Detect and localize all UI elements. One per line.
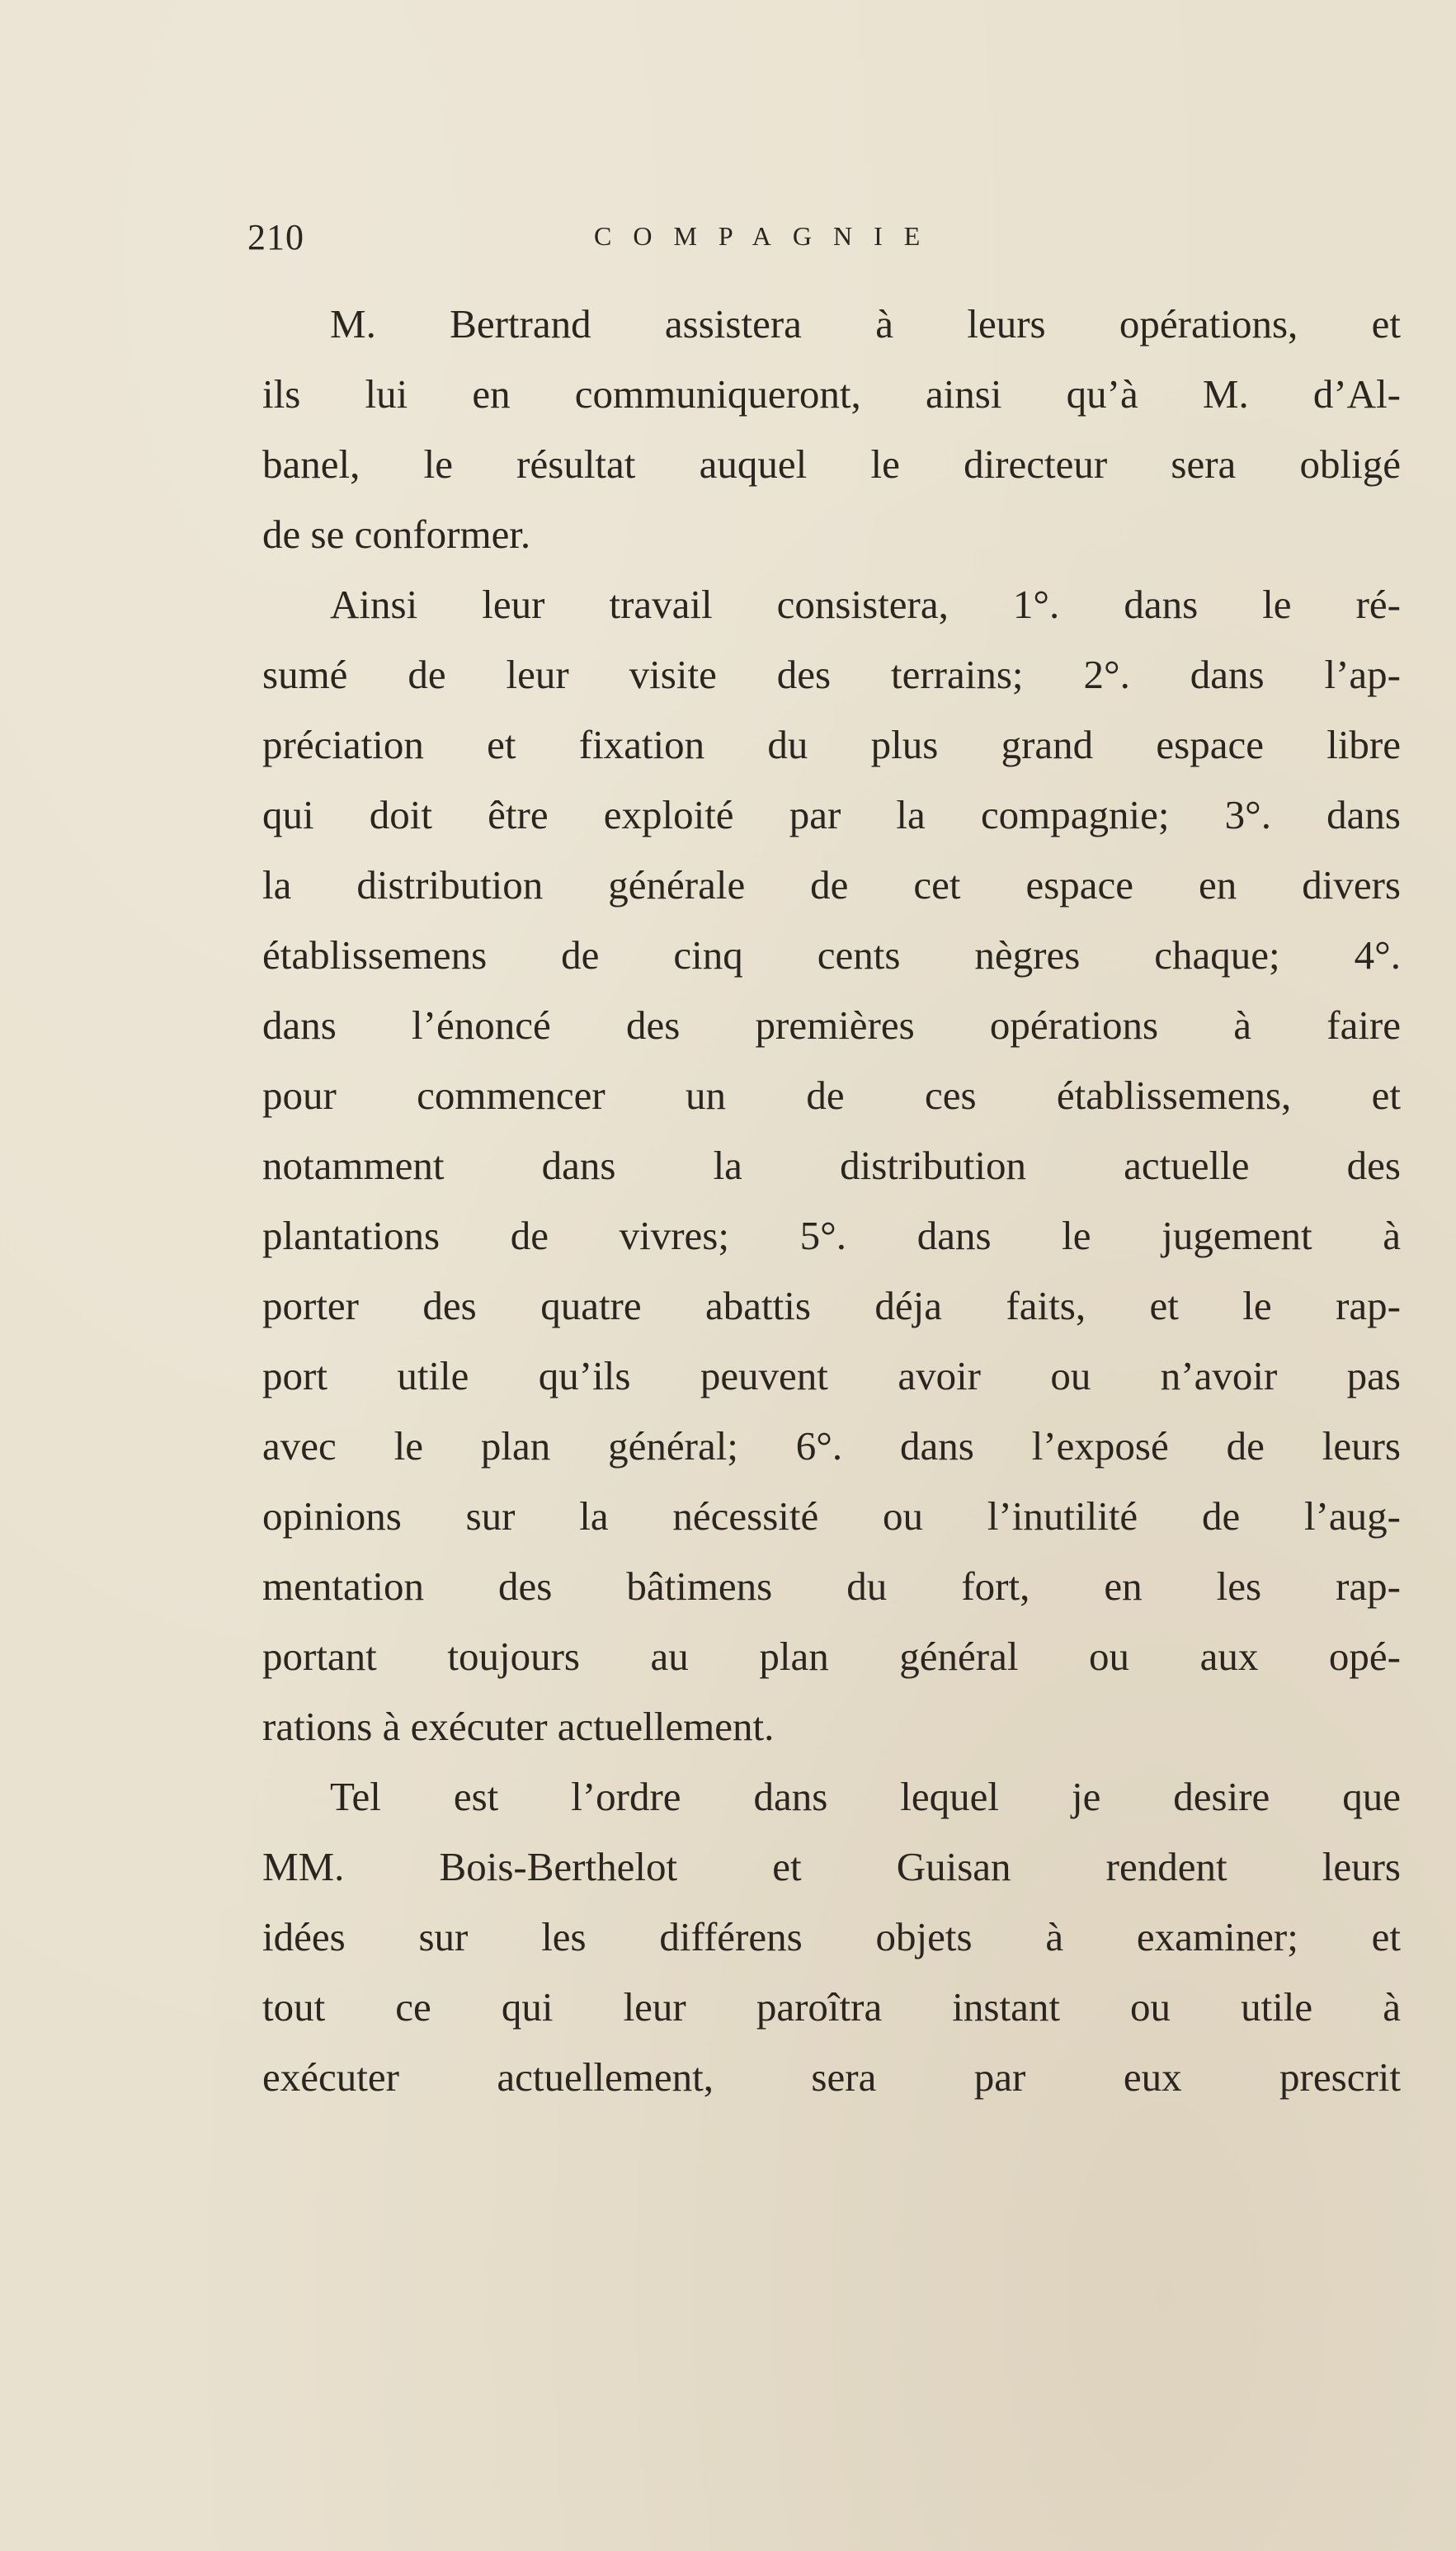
text-line: pour commencer un de ces établissemens, et — [262, 1073, 1401, 1118]
text-line: MM. Bois-Berthelot et Guisan rendent leurs — [262, 1844, 1401, 1889]
text-line: porter des quatre abattis déja faits, et le rap- — [262, 1283, 1401, 1328]
body-text — [262, 289, 1401, 2112]
text-line: rations à exécuter actuellement. — [262, 1704, 775, 1749]
page-header — [247, 216, 1398, 274]
text-line: banel, le résultat auquel le directeur sera obligé — [262, 441, 1401, 487]
text-line: Ainsi leur travail consistera, 1°. dans le ré- — [330, 582, 1401, 627]
paragraph-2 — [262, 569, 1401, 1761]
text-line: dans l’énoncé des premières opérations à faire — [262, 1002, 1401, 1048]
text-line: avec le plan général; 6°. dans l’exposé de leurs — [262, 1423, 1401, 1469]
paragraph-1 — [262, 289, 1401, 569]
text-line: plantations de vivres; 5°. dans le jugement à — [262, 1213, 1401, 1258]
text-line: idées sur les différens objets à examiner; et — [262, 1914, 1401, 1959]
text-line: tout ce qui leur paroîtra instant ou utile à — [262, 1984, 1401, 2030]
text-line: de se conformer. — [262, 512, 531, 557]
text-line: M. Bertrand assistera à leurs opérations, et — [330, 301, 1401, 347]
text-line: notamment dans la distribution actuelle des — [262, 1143, 1401, 1188]
text-line: exécuter actuellement, sera par eux prescrit — [262, 2054, 1401, 2100]
page-number: 210 — [247, 217, 304, 257]
text-line: opinions sur la nécessité ou l’inutilité de l’aug- — [262, 1493, 1401, 1539]
text-line: portant toujours au plan général ou aux opé- — [262, 1634, 1401, 1679]
text-line: port utile qu’ils peuvent avoir ou n’avoir pas — [262, 1353, 1401, 1398]
text-line: ils lui en communiqueront, ainsi qu’à M. d’Al- — [262, 371, 1401, 417]
running-head: COMPAGNIE — [594, 221, 942, 251]
text-line: la distribution générale de cet espace en divers — [262, 862, 1401, 908]
text-line: qui doit être exploité par la compagnie; 3°. dans — [262, 792, 1401, 837]
text-line: Tel est l’ordre dans lequel je desire que — [330, 1774, 1401, 1819]
text-line: établissemens de cinq cents nègres chaque; 4°. — [262, 932, 1401, 978]
text-line: sumé de leur visite des terrains; 2°. dans l’ap- — [262, 652, 1401, 697]
paragraph-3 — [262, 1761, 1401, 2112]
text-line: mentation des bâtimens du fort, en les rap- — [262, 1563, 1401, 1609]
text-line: préciation et fixation du plus grand espace libre — [262, 722, 1401, 767]
